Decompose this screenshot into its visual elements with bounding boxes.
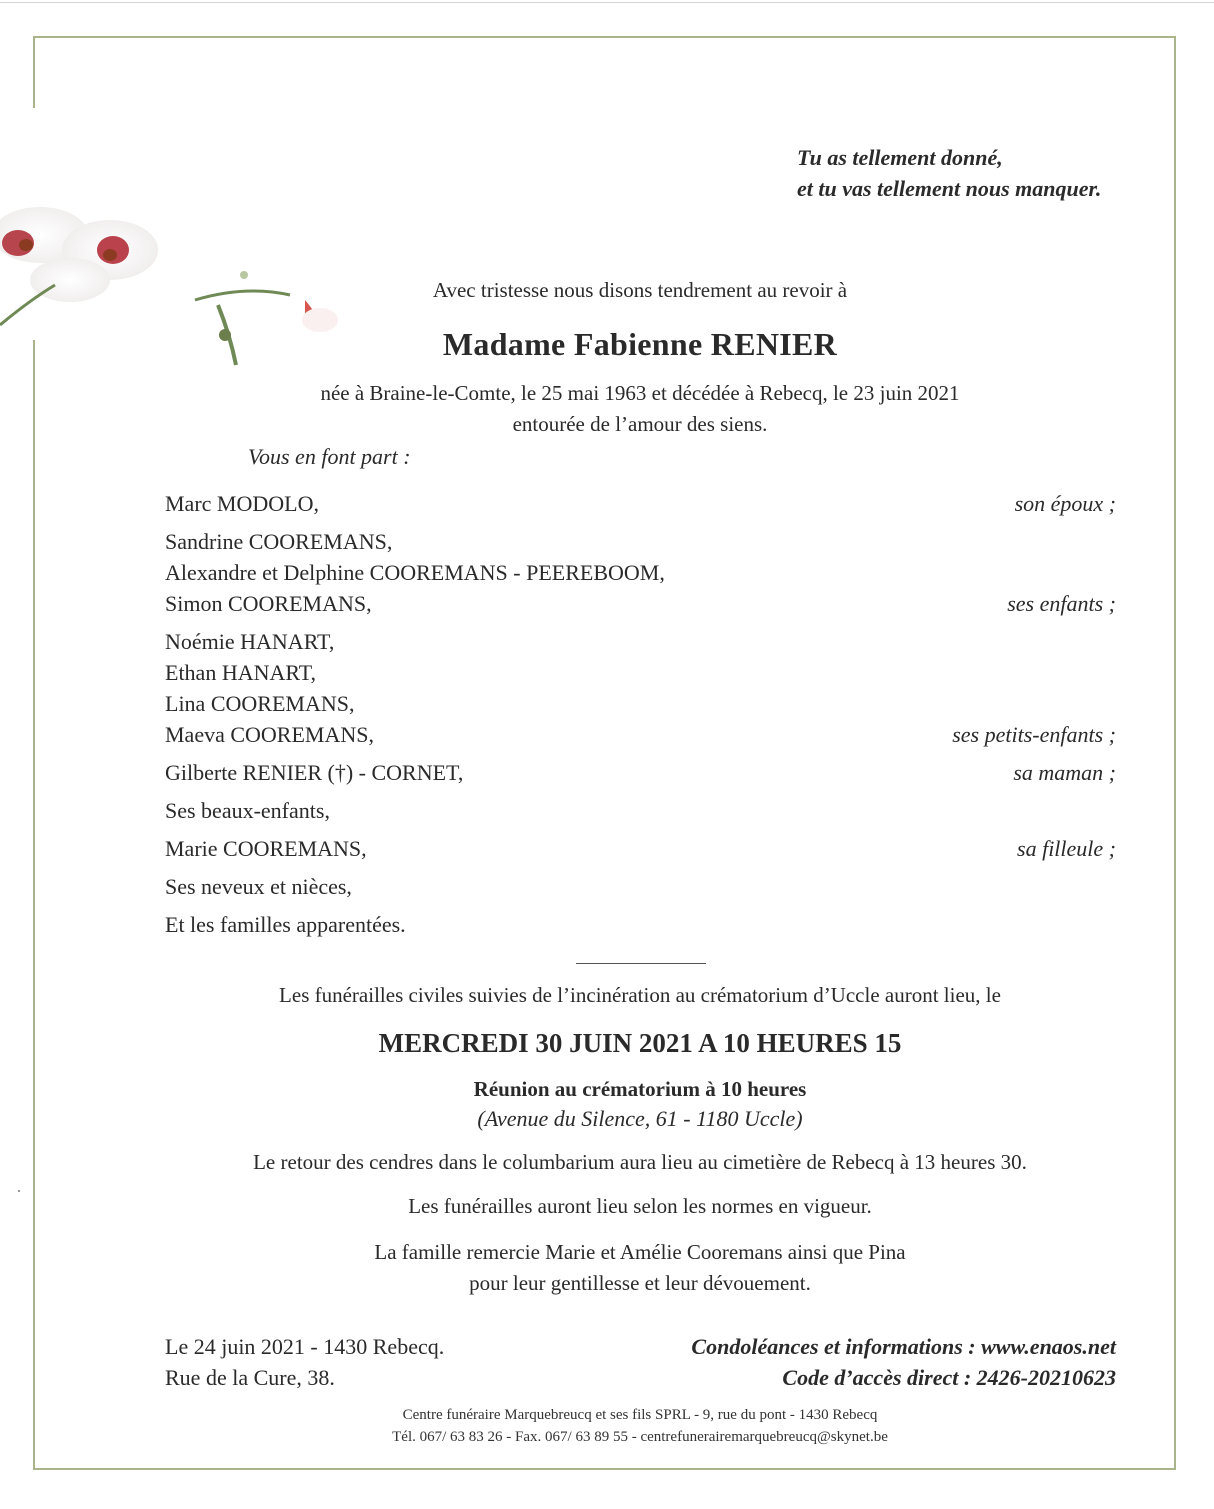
footer-line-2: Tél. 067/ 63 83 26 - Fax. 067/ 63 89 55 - centrefunerairemarquebreucq@skynet.be	[392, 1429, 888, 1445]
announcers-label: Vous en font part :	[248, 444, 411, 469]
family-group-goddaughter	[165, 833, 1116, 864]
norms-text: Les funérailles auront lieu selon les normes en vigueur.	[408, 1194, 872, 1218]
ashes-return-text: Le retour des cendres dans le columbarium aura lieu au cimetière de Rebecq à 13 heures 30.	[253, 1150, 1027, 1174]
epigraph-line-1: Tu as tellement donné,	[797, 145, 1003, 170]
scan-edge-line	[0, 2, 1214, 3]
family-relation: ses petits-enfants ;	[952, 722, 1116, 747]
crematorium-address: (Avenue du Silence, 61 - 1180 Uccle)	[477, 1106, 803, 1131]
family-name: Maeva COOREMANS,	[165, 722, 374, 747]
condolences-line-1: Condoléances et informations : www.enaos.net	[691, 1334, 1116, 1359]
family-name: Et les familles apparentées.	[165, 912, 406, 937]
family-name: Gilberte RENIER (†) - CORNET,	[165, 760, 464, 785]
separator-line	[576, 963, 706, 964]
place-date-line-1: Le 24 juin 2021 - 1430 Rebecq.	[165, 1334, 445, 1359]
family-name: Sandrine COOREMANS,	[165, 529, 393, 554]
family-group-relatives	[165, 909, 1116, 940]
thanks-line-2: pour leur gentillesse et leur dévouement.	[469, 1271, 811, 1295]
family-name: Lina COOREMANS,	[165, 691, 355, 716]
family-relation: sa filleule ;	[1017, 836, 1116, 861]
family-group-grandchildren	[165, 626, 1116, 750]
epigraph-line-2: et tu vas tellement nous manquer.	[797, 176, 1102, 201]
condolences-block	[691, 1331, 1116, 1393]
place-date-block	[165, 1331, 444, 1393]
family-name: Ses beaux-enfants,	[165, 798, 330, 823]
intro-text: Avec tristesse nous disons tendrement au revoir à	[432, 278, 848, 302]
family-group-spouse	[165, 488, 1116, 519]
birth-death-text: née à Braine-le-Comte, le 25 mai 1963 et décédée à Rebecq, le 23 juin 2021	[320, 381, 960, 405]
epigraph	[797, 142, 1157, 204]
family-group-children	[165, 526, 1116, 619]
family-group-nephews	[165, 871, 1116, 902]
family-name: Ses neveux et nièces,	[165, 874, 352, 899]
family-list	[165, 488, 1116, 947]
family-name: Ethan HANART,	[165, 660, 317, 685]
thanks-line-1: La famille remercie Marie et Amélie Cooremans ainsi que Pina	[374, 1240, 906, 1264]
surrounded-text: entourée de l’amour des siens.	[512, 412, 768, 436]
thanks-block	[40, 1237, 1214, 1299]
place-date-line-2: Rue de la Cure, 38.	[165, 1365, 335, 1390]
family-relation: ses enfants ;	[1007, 591, 1116, 616]
birth-death-block	[40, 378, 1214, 440]
scan-speck	[18, 1190, 20, 1192]
funeral-home-footer	[40, 1404, 1214, 1448]
funeral-intro: Les funérailles civiles suivies de l’incinération au crématorium d’Uccle auront lieu, le	[279, 983, 1001, 1007]
family-name: Noémie HANART,	[165, 629, 335, 654]
family-group-mother	[165, 757, 1116, 788]
family-relation: son époux ;	[1014, 491, 1116, 516]
footer-line-1: Centre funéraire Marquebreucq et ses fils SPRL - 9, rue du pont - 1430 Rebecq	[402, 1407, 878, 1423]
family-name: Marc MODOLO,	[165, 491, 319, 516]
family-name: Simon COOREMANS,	[165, 591, 372, 616]
family-group-stepchildren	[165, 795, 1116, 826]
family-name: Alexandre et Delphine COOREMANS - PEEREBOOM,	[165, 560, 665, 585]
family-relation: sa maman ;	[1013, 760, 1116, 785]
deceased-name: Madame Fabienne RENIER	[442, 326, 838, 362]
funeral-date: MERCREDI 30 JUIN 2021 A 10 HEURES 15	[378, 1028, 902, 1058]
family-name: Marie COOREMANS,	[165, 836, 367, 861]
reunion-text: Réunion au crématorium à 10 heures	[473, 1077, 807, 1101]
condolences-line-2: Code d’accès direct : 2426-20210623	[782, 1365, 1116, 1390]
